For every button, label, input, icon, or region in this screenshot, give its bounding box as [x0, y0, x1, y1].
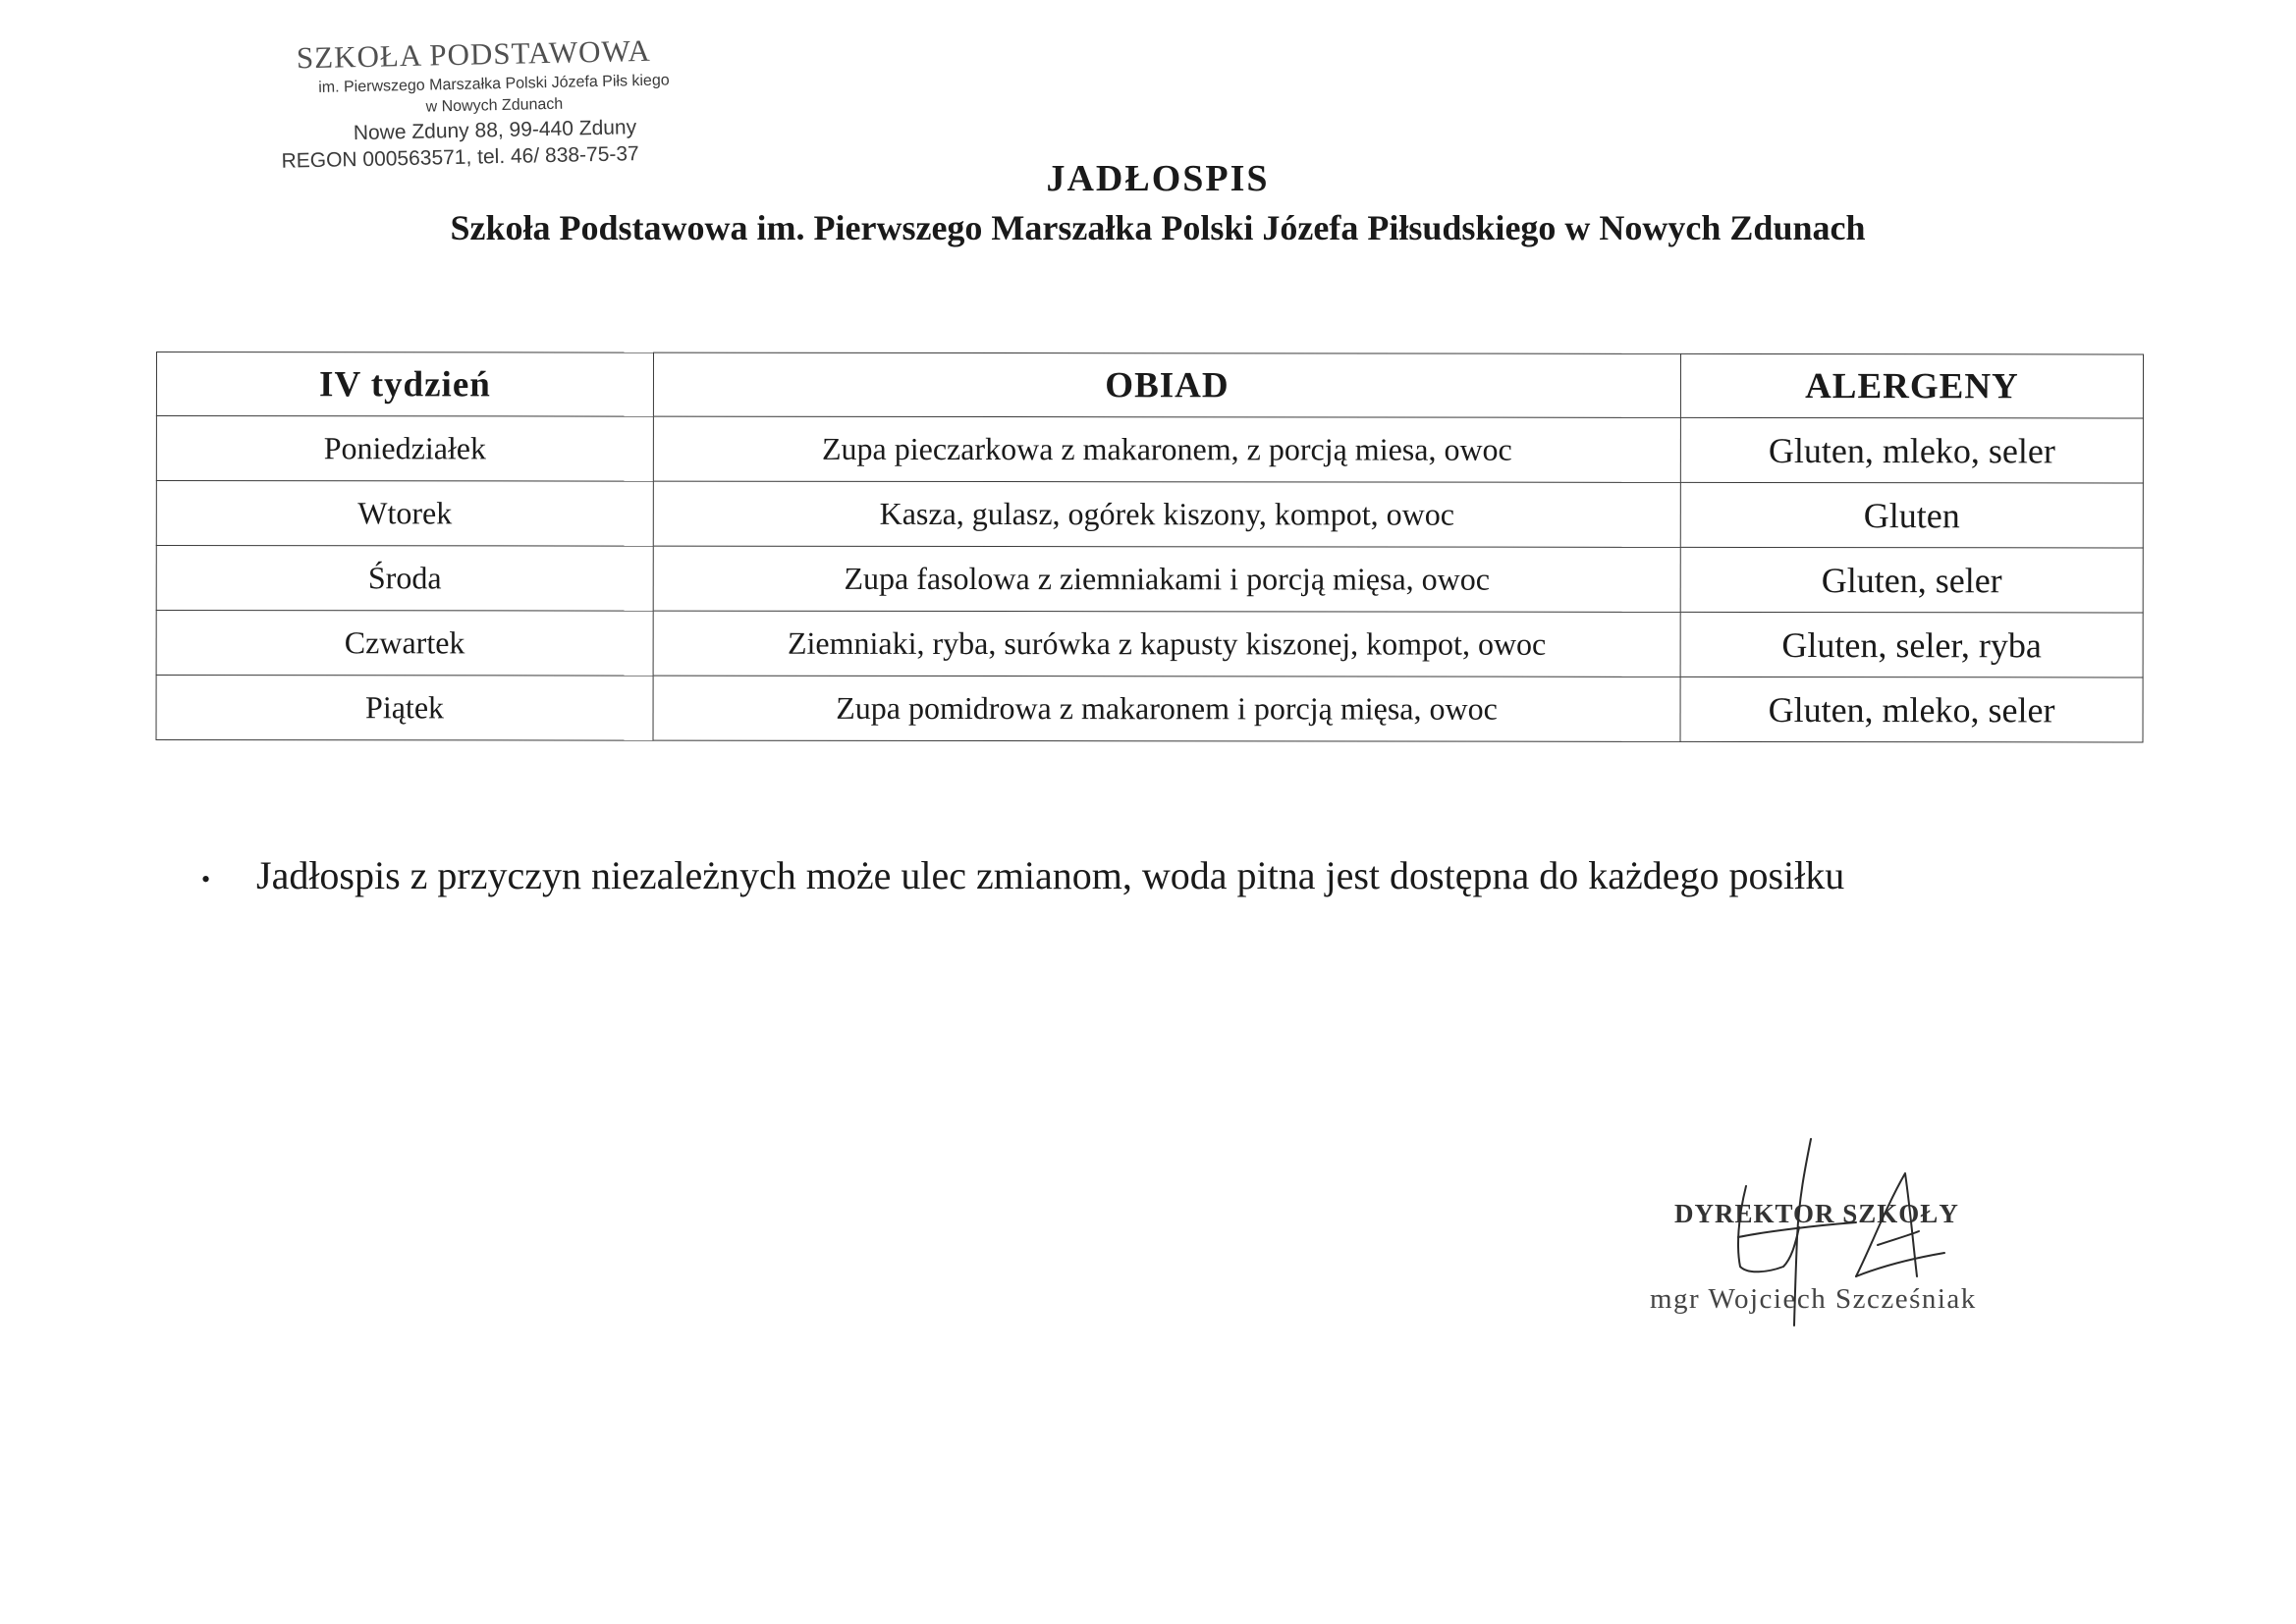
menu-table	[156, 352, 2144, 742]
stamp-address-line: Nowe Zduny 88, 99-440 Zduny	[353, 116, 637, 145]
allergens-cell: Gluten	[1680, 482, 2143, 548]
table-row	[156, 416, 2143, 483]
allergens-cell: Gluten, mleko, seler	[1680, 417, 2143, 483]
bullet-icon: •	[201, 864, 211, 893]
note-text: Jadłospis z przyczyn niezależnych może ulec zmianom, woda pitna jest dostępna do każdego posiłku	[256, 853, 1845, 897]
stamp-school-name: SZKOŁA PODSTAWOWA	[296, 32, 652, 76]
stamp-location-line: w Nowych Zdunach	[425, 95, 564, 116]
page-subtitle: Szkoła Podstawowa im. Pierwszego Marszałka Polski Józefa Piłsudskiego w Nowych Zdunach	[450, 208, 1866, 247]
table-row	[156, 481, 2143, 548]
day-cell: Piątek	[156, 676, 653, 741]
stamp-regon-line: REGON 000563571, tel. 46/ 838-75-37	[281, 142, 639, 173]
column-header-allergens: ALERGENY	[1680, 353, 2143, 418]
menu-note	[201, 852, 1844, 898]
dish-cell: Zupa pieczarkowa z makaronem, z porcją miesa, owoc	[653, 416, 1680, 482]
table-row	[156, 546, 2143, 613]
table-row	[156, 676, 2143, 742]
dish-cell: Zupa fasolowa z ziemniakami i porcją mięsa, owoc	[653, 546, 1680, 612]
signature-title: DYREKTOR SZKOŁY	[1674, 1199, 1959, 1228]
allergens-cell: Gluten, seler	[1680, 547, 2143, 613]
dish-cell: Ziemniaki, ryba, surówka z kapusty kiszonej, kompot, owoc	[653, 611, 1680, 677]
day-cell: Środa	[156, 546, 653, 612]
day-cell: Czwartek	[156, 611, 653, 677]
school-stamp	[267, 31, 722, 175]
page-title: JADŁOSPIS	[1046, 158, 1270, 199]
table-header-row	[156, 352, 2143, 418]
allergens-cell: Gluten, seler, ryba	[1680, 612, 2143, 677]
signature-name: mgr Wojciech Szcześniak	[1650, 1283, 1977, 1315]
stamp-patron-line: im. Pierwszego Marszałka Polski Józefa Piłs kiego	[318, 72, 670, 96]
table-row	[156, 611, 2143, 677]
dish-cell: Zupa pomidrowa z makaronem i porcją mięsa, owoc	[653, 676, 1680, 741]
handwritten-signature-icon	[1709, 1129, 2003, 1355]
dish-cell: Kasza, gulasz, ogórek kiszony, kompot, owoc	[653, 481, 1680, 547]
column-header-week: IV tydzień	[156, 352, 653, 417]
day-cell: Poniedziałek	[156, 416, 653, 482]
allergens-cell: Gluten, mleko, seler	[1680, 677, 2143, 742]
day-cell: Wtorek	[156, 481, 653, 547]
column-header-lunch: OBIAD	[653, 352, 1680, 417]
